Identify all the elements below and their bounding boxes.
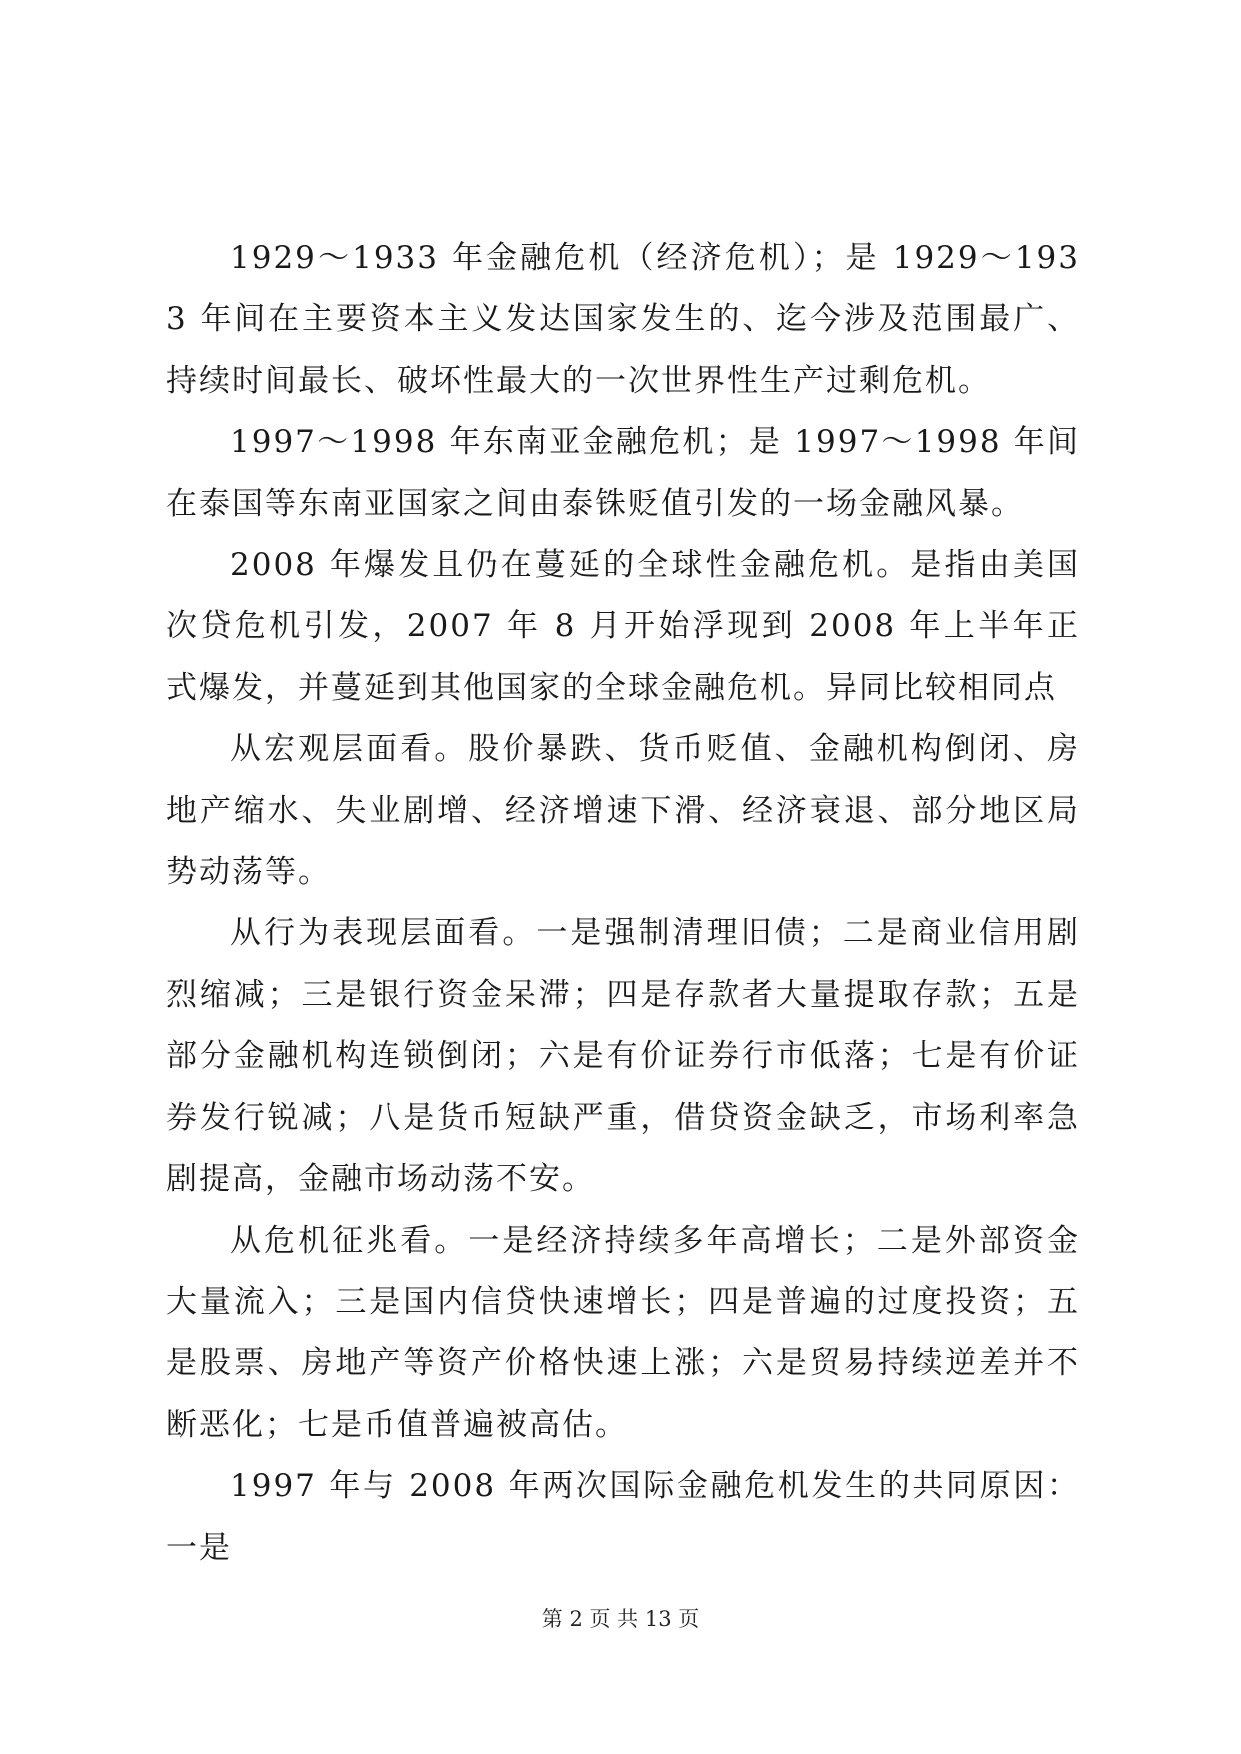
paragraph-behavior-level: 从行为表现层面看。一是强制清理旧债；二是商业信用剧烈缩减；三是银行资金呆滞；四是存款者大量提取存款；五是部分金融机构连锁倒闭；六是有价证券行市低落；七是有价证券发行锐减；八是货币短缺严重，借贷资金缺乏，市场利率急剧提高，金融市场动荡不安。 xyxy=(166,915,1080,1198)
paragraph-common-causes: 1997 年与 2008 年两次国际金融危机发生的共同原因：一是 xyxy=(166,1468,1080,1566)
paragraph-2008-crisis: 2008 年爆发且仍在蔓延的全球性金融危机。是指由美国次贷危机引发，2007 年 8 月开始浮现到 2008 年上半年正式爆发，并蔓延到其他国家的全球金融危机。异同比较相同点 xyxy=(166,547,1080,706)
paragraph-1997-crisis: 1997～1998 年东南亚金融危机；是 1997～1998 年间在泰国等东南亚国家之间由泰铢贬值引发的一场金融风暴。 xyxy=(166,424,1080,522)
paragraph-macro-level: 从宏观层面看。股价暴跌、货币贬值、金融机构倒闭、房地产缩水、失业剧增、经济增速下滑、经济衰退、部分地区局势动荡等。 xyxy=(166,731,1080,891)
page-footer: 第 2 页 共 13 页 xyxy=(541,1607,700,1631)
body-text xyxy=(166,228,1080,1579)
paragraph-1929-crisis: 1929～1933 年金融危机（经济危机）；是 1929～1933 年间在主要资本主义发达国家发生的、迄今涉及范围最广、持续时间最长、破坏性最大的一次世界性生产过剩危机。 xyxy=(166,240,1080,399)
paragraph-crisis-signs: 从危机征兆看。一是经济持续多年高增长；二是外部资金大量流入；三是国内信贷快速增长；四是普遍的过度投资；五是股票、房地产等资产价格快速上涨；六是贸易持续逆差并不断恶化；七是币值普遍被高估。 xyxy=(166,1222,1080,1443)
